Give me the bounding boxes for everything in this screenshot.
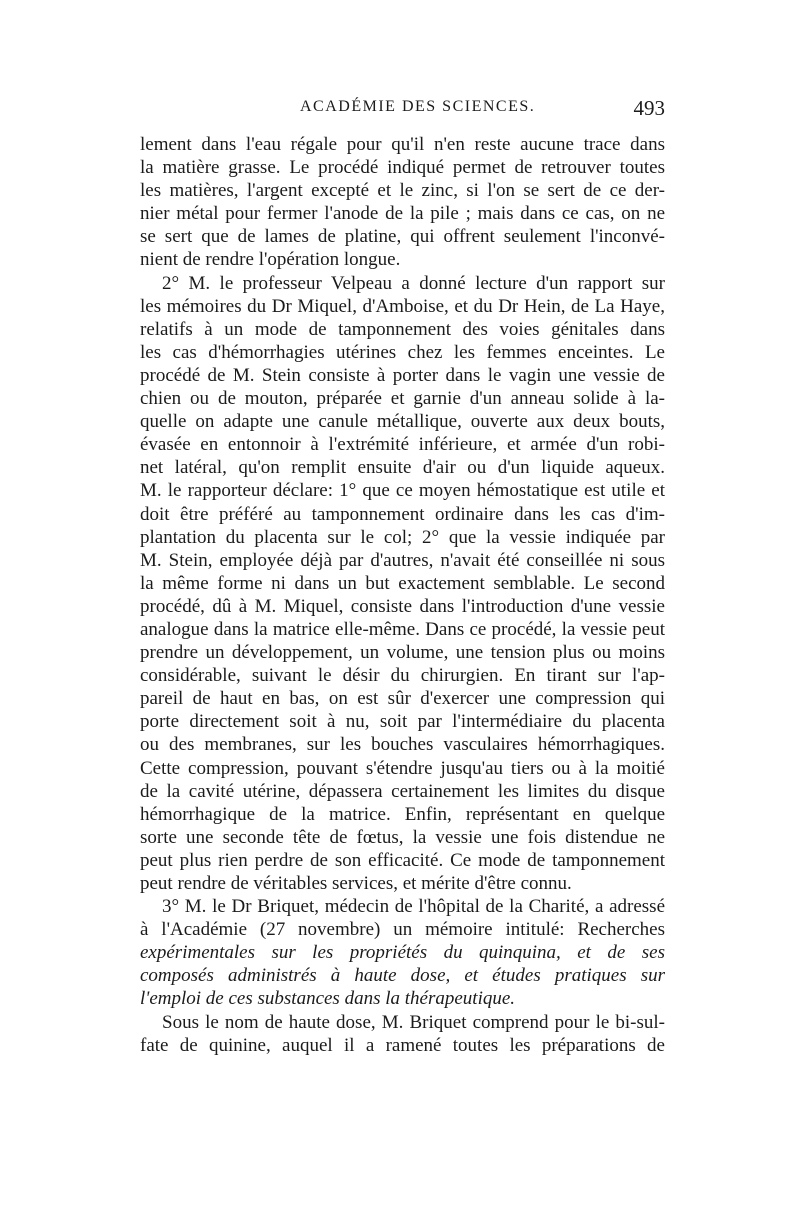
text-line: 2° M. le professeur Velpeau a donné lecture d'un rapport sur — [162, 272, 665, 294]
text-line: composés administrés à haute dose, et études pratiques sur — [140, 965, 665, 987]
text-line: la matière grasse. Le procédé indiqué permet de retrouver toutes — [140, 157, 665, 179]
text-line: prendre un développement, un volume, une tension plus ou moins — [140, 642, 665, 664]
text-line: porte directement soit à nu, soit par l'intermédiaire du placenta — [140, 711, 665, 733]
text-line: 3° M. le Dr Briquet, médecin de l'hôpital de la Charité, a adressé — [162, 896, 665, 918]
text-line: Cette compression, pouvant s'étendre jusqu'au tiers ou à la moitié — [140, 757, 665, 779]
text-line: les cas d'hémorrhagies utérines chez les femmes enceintes. Le — [140, 341, 665, 363]
text-line: se sert que de lames de platine, qui offrent seulement l'inconvé- — [140, 226, 665, 248]
text-line: quelle on adapte une canule métallique, ouverte aux deux bouts, — [140, 411, 665, 433]
text-line: chien ou de mouton, préparée et garnie d'un anneau solide à la- — [140, 388, 665, 410]
text-line: évasée en entonnoir à l'extrémité inférieure, et armée d'un robi- — [140, 434, 665, 456]
running-title: ACADÉMIE DES SCIENCES. — [300, 98, 536, 115]
text-line: de la cavité utérine, dépassera certainement les limites du disque — [140, 780, 665, 802]
page-header — [140, 96, 665, 124]
text-line: nient de rendre l'opération longue. — [140, 249, 401, 271]
text-line: peut rendre de véritables services, et mérite d'être connu. — [140, 873, 572, 894]
text-line: peut plus rien perdre de son efficacité. Ce mode de tamponnement — [140, 849, 665, 871]
text-line: expérimentales sur les propriétés du quinquina, et de ses — [140, 942, 665, 964]
text-line: doit être préféré au tamponnement ordinaire dans les cas d'im- — [140, 503, 665, 525]
text-line: ou des membranes, sur les bouches vasculaires hémorrhagiques. — [140, 734, 665, 756]
text-line: la même forme ni dans un but exactement semblable. Le second — [140, 572, 665, 594]
text-line: procédé de M. Stein consiste à porter dans le vagin une vessie de — [140, 364, 665, 386]
text-line: Sous le nom de haute dose, M. Briquet comprend pour le bi-sul- — [162, 1011, 665, 1033]
text-line: les matières, l'argent excepté et le zinc, si l'on se sert de ce der- — [140, 180, 665, 202]
text-line: nier métal pour fermer l'anode de la pile ; mais dans ce cas, on ne — [140, 203, 665, 225]
text-line: M. le rapporteur déclare: 1° que ce moyen hémostatique est utile et — [140, 480, 665, 502]
text-line: considérable, suivant le désir du chirurgien. En tirant sur l'ap- — [140, 665, 665, 687]
body-text — [140, 133, 665, 1057]
text-line: procédé, dû à M. Miquel, consiste dans l'introduction d'une vessie — [140, 595, 665, 617]
text-line: hémorrhagique de la matrice. Enfin, représentant en quelque — [140, 803, 665, 825]
text-line: fate de quinine, auquel il a ramené toutes les préparations de — [140, 1034, 665, 1056]
text-line: relatifs à un mode de tamponnement des voies génitales dans — [140, 318, 665, 340]
text-line: plantation du placenta sur le col; 2° que la vessie indiquée par — [140, 526, 665, 548]
text-line: net latéral, qu'on remplit ensuite d'air ou d'un liquide aqueux. — [140, 457, 665, 479]
text-line: à l'Académie (27 novembre) un mémoire intitulé: Recherches — [140, 919, 665, 941]
text-line: analogue dans la matrice elle-même. Dans ce procédé, la vessie peut — [140, 618, 665, 640]
text-line: l'emploi de ces substances dans la thérapeutique. — [140, 988, 516, 1010]
text-line: lement dans l'eau régale pour qu'il n'en reste aucune trace dans — [140, 134, 665, 155]
page-number: 493 — [633, 96, 665, 120]
text-line: M. Stein, employée déjà par d'autres, n'avait été conseillée ni sous — [140, 549, 665, 571]
text-line: sorte une seconde tête de fœtus, la vessie une fois distendue ne — [140, 826, 665, 848]
text-line: pareil de haut en bas, on est sûr d'exercer une compression qui — [140, 688, 665, 710]
text-line: les mémoires du Dr Miquel, d'Amboise, et du Dr Hein, de La Haye, — [140, 295, 665, 317]
